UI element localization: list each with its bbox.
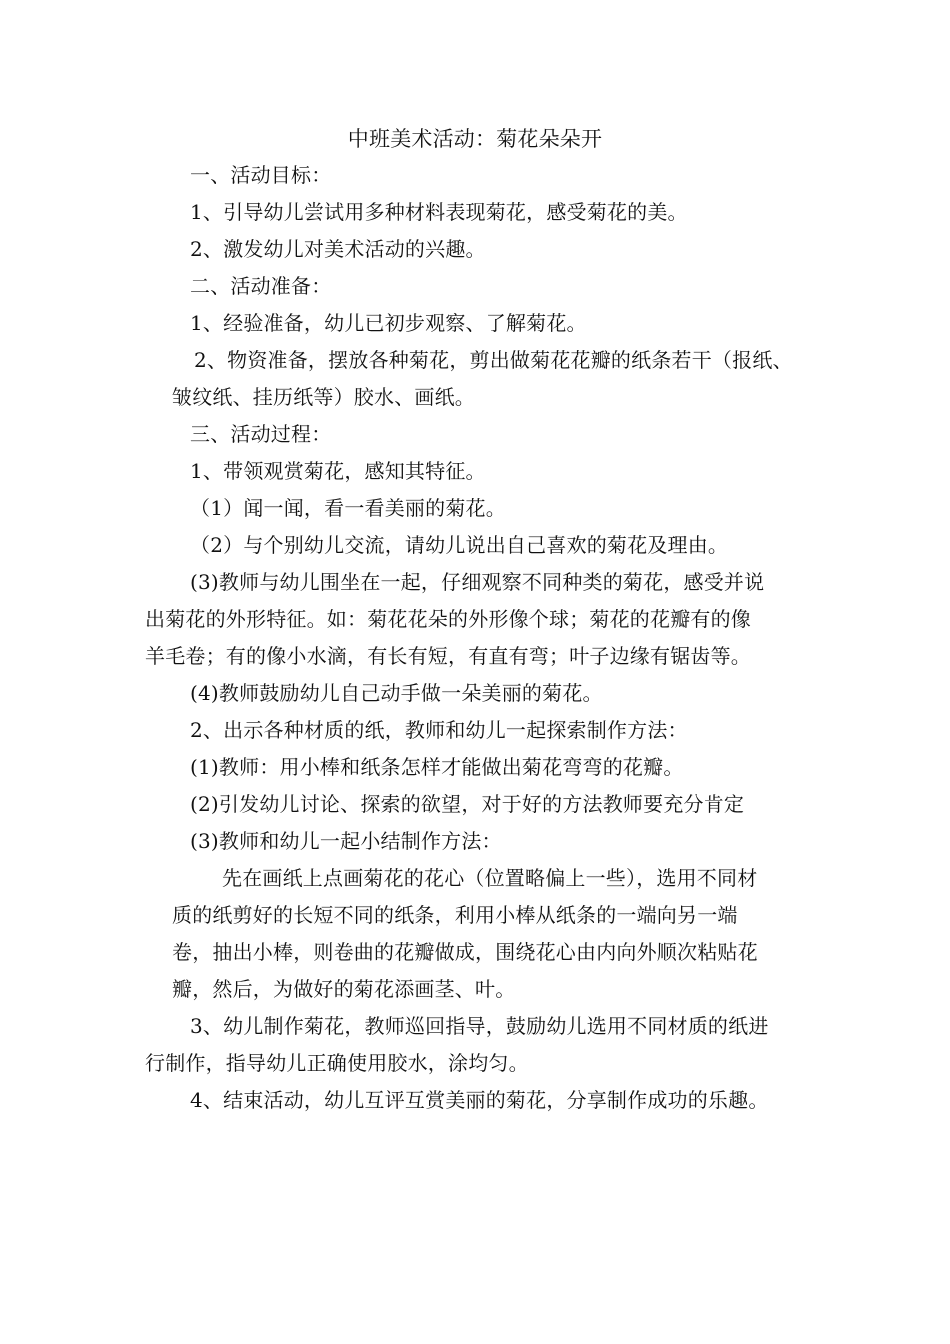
paragraph-line: (1)教师：用小棒和纸条怎样才能做出菊花弯弯的花瓣。	[190, 755, 684, 779]
paragraph-line: （2）与个别幼儿交流，请幼儿说出自己喜欢的菊花及理由。	[190, 533, 729, 557]
paragraph-line: (2)引发幼儿讨论、探索的欲望，对于好的方法教师要充分肯定	[190, 792, 745, 816]
section-heading-process: 三、活动过程：	[190, 422, 332, 446]
paragraph-line: 瓣，然后，为做好的菊花添画茎、叶。	[172, 977, 516, 1001]
paragraph-line: （1）闻一闻，看一看美丽的菊花。	[190, 496, 506, 520]
section-heading-goals: 一、活动目标：	[190, 163, 332, 187]
paragraph-line: 先在画纸上点画菊花的花心（位置略偏上一些），选用不同材	[222, 866, 758, 890]
paragraph-line: 皱纹纸、挂历纸等）胶水、画纸。	[172, 385, 475, 409]
section-heading-preparation: 二、活动准备：	[190, 274, 332, 298]
paragraph-line: (3)教师和幼儿一起小结制作方法：	[190, 829, 502, 853]
paragraph-line: 卷，抽出小棒，则卷曲的花瓣做成，围绕花心由内向外顺次粘贴花	[172, 940, 758, 964]
paragraph-line: 行制作，指导幼儿正确使用胶水，涂均匀。	[145, 1051, 529, 1075]
paragraph-line: 2、出示各种材质的纸，教师和幼儿一起探索制作方法：	[190, 718, 688, 742]
paragraph-line: 2、物资准备，摆放各种菊花，剪出做菊花花瓣的纸条若干（报纸、	[194, 348, 793, 372]
paragraph-line: 1、引导幼儿尝试用多种材料表现菊花，感受菊花的美。	[190, 200, 688, 224]
paragraph-line: 羊毛卷；有的像小水滴，有长有短，有直有弯；叶子边缘有锯齿等。	[145, 644, 751, 668]
paragraph-line: 2、激发幼儿对美术活动的兴趣。	[190, 237, 486, 261]
paragraph-line: (4)教师鼓励幼儿自己动手做一朵美丽的菊花。	[190, 681, 603, 705]
page-title: 中班美术活动：菊花朵朵开	[347, 127, 603, 151]
paragraph-line: 出菊花的外形特征。如：菊花花朵的外形像个球；菊花的花瓣有的像	[145, 607, 751, 631]
paragraph-line: 1、带领观赏菊花，感知其特征。	[190, 459, 486, 483]
paragraph-line: 1、经验准备，幼儿已初步观察、了解菊花。	[190, 311, 587, 335]
paragraph-line: 3、幼儿制作菊花，教师巡回指导，鼓励幼儿选用不同材质的纸进	[190, 1014, 769, 1038]
paragraph-line: 4、结束活动，幼儿互评互赏美丽的菊花，分享制作成功的乐趣。	[190, 1088, 769, 1112]
paragraph-line: (3)教师与幼儿围坐在一起，仔细观察不同种类的菊花，感受并说	[190, 570, 765, 594]
paragraph-line: 质的纸剪好的长短不同的纸条，利用小棒从纸条的一端向另一端	[172, 903, 738, 927]
